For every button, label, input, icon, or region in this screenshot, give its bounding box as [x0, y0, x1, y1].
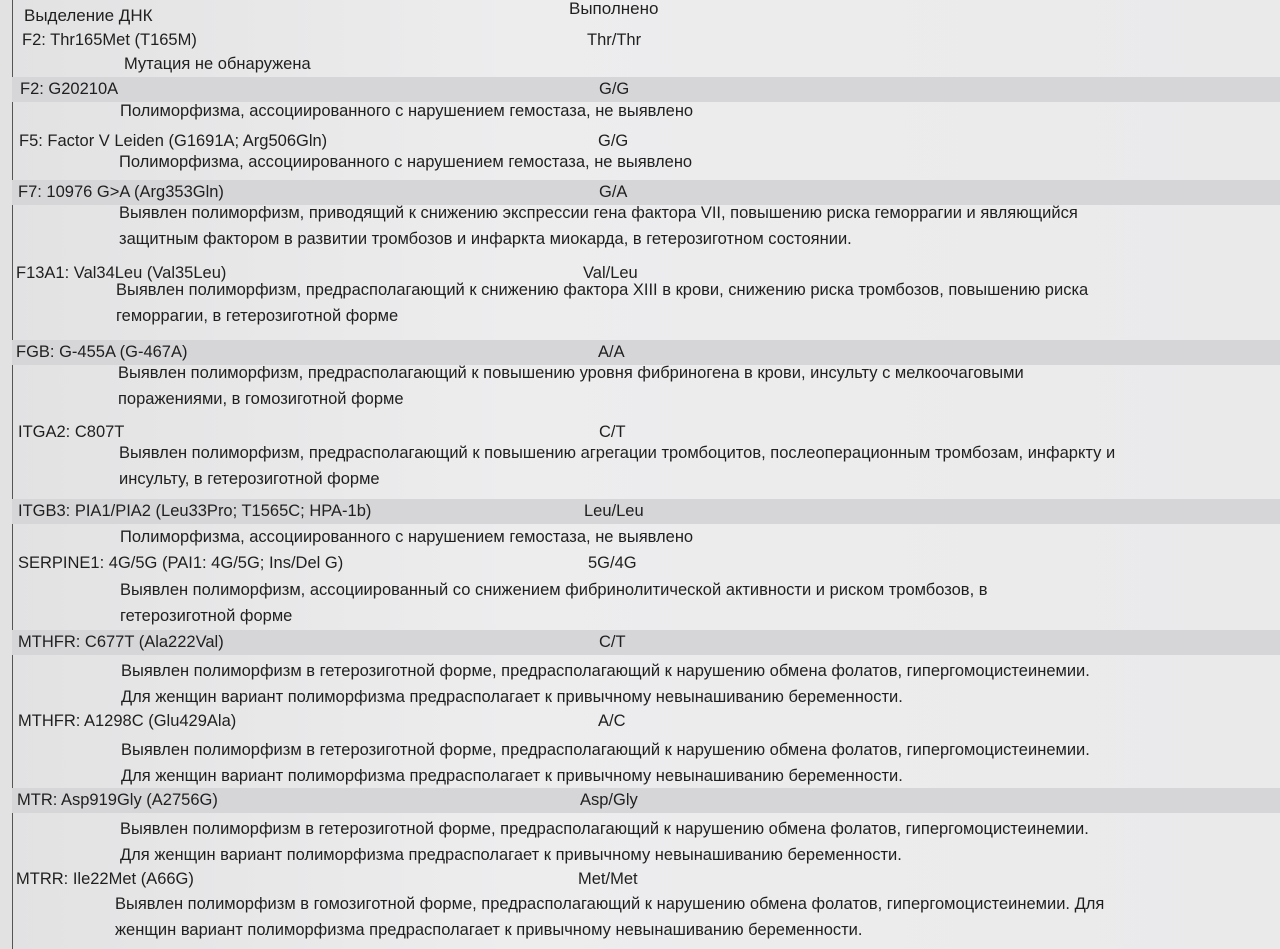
result-entry [12, 129, 1280, 171]
result-entry [12, 499, 1280, 546]
result-description: Выявлен полиморфизм, предрасполагающий к повышению уровня фибриногена в крови, инсульту с мелкоочаговыми поражениями, в гомозиготной форме [118, 364, 1024, 408]
genotype: G/A [599, 183, 628, 201]
result-entry [12, 28, 1280, 73]
genotype: Met/Met [578, 870, 638, 888]
result-description: Выявлен полиморфизм, предрасполагающий к снижению фактора XIII в крови, снижению риска тромбозов, повышению риска геморрагии, в гетерозиготной форме [116, 281, 1089, 325]
gene-name: MTRR: Ile22Met (A66G) [16, 870, 194, 888]
genotype: Val/Leu [583, 264, 638, 282]
gene-name: F7: 10976 G>A (Arg353Gln) [18, 183, 224, 201]
gene-name: F13A1: Val34Leu (Val35Leu) [16, 264, 227, 282]
genotype: C/T [599, 423, 626, 441]
genotype: Leu/Leu [584, 502, 644, 520]
gene-name: MTHFR: A1298C (Glu429Ala) [18, 712, 237, 730]
gene-name: SERPINE1: 4G/5G (PAI1: 4G/5G; Ins/Del G) [18, 554, 344, 572]
result-entry [12, 77, 1280, 120]
gene-name: ITGA2: C807T [18, 423, 125, 441]
gene-name: MTR: Asp919Gly (A2756G) [17, 791, 218, 809]
section-status: Выполнено [569, 0, 659, 18]
result-description: Выявлен полиморфизм, приводящий к снижению экспрессии гена фактора VII, повышению риска геморрагии и являющийся защитным фактором в развитии тромбозов и инфаркта миокарда, в гетерозиготном состоянии. [119, 204, 1078, 248]
result-description: Выявлен полиморфизм в гомозиготной форме, предрасполагающий к нарушению обмена фолатов, гипергомоцистеинемии. Для женщин вариант полиморфизма предрасполагает к привычному невынашиванию беременности. [115, 895, 1105, 939]
result-entry [12, 709, 1280, 785]
result-entry [12, 630, 1280, 706]
result-entry [12, 261, 1280, 325]
result-description: Выявлен полиморфизм, ассоциированный со снижением фибринолитической активности и риском тромбозов, в гетерозиготной форме [120, 581, 988, 625]
result-entry [12, 788, 1280, 864]
result-entry [12, 180, 1280, 248]
genotype: G/G [599, 80, 630, 98]
gene-row [12, 788, 1280, 813]
result-description: Выявлен полиморфизм в гетерозиготной форме, предрасполагающий к нарушению обмена фолатов, гипергомоцистеинемии. Для женщин вариант полиморфизма предрасполагает к привычному невынашиванию беременности. [121, 741, 1090, 785]
result-entry [12, 551, 1280, 625]
result-entry [12, 867, 1280, 939]
genotype: A/C [598, 712, 626, 730]
genotype: 5G/4G [588, 554, 637, 572]
gene-row [12, 630, 1280, 655]
section-label: Выделение ДНК [24, 6, 153, 25]
result-description: Выявлен полиморфизм, предрасполагающий к повышению агрегации тромбоцитов, послеоперационным тромбозам, инфаркту и инсульту, в гетерозиготной форме [119, 444, 1116, 488]
gene-row [12, 499, 1280, 524]
result-entry [12, 340, 1280, 408]
gene-name: FGB: G-455A (G-467A) [16, 343, 188, 361]
gene-row [12, 551, 1280, 576]
result-description: Мутация не обнаружена [124, 55, 311, 73]
result-description: Полиморфизма, ассоциированного с нарушением гемостаза, не выявлено [120, 102, 694, 120]
result-description: Полиморфизма, ассоциированного с нарушением гемостаза, не выявлено [120, 528, 694, 546]
result-description: Выявлен полиморфизм в гетерозиготной форме, предрасполагающий к нарушению обмена фолатов, гипергомоцистеинемии. Для женщин вариант полиморфизма предрасполагает к привычному невынашиванию беременности. [120, 820, 1089, 864]
gene-name: F2: Thr165Met (T165M) [22, 31, 197, 49]
gene-name: F5: Factor V Leiden (G1691A; Arg506Gln) [19, 132, 328, 150]
result-entry [12, 420, 1280, 488]
gene-row [12, 867, 1280, 892]
gene-name: ITGB3: PIA1/PIA2 (Leu33Pro; T1565C; HPA-1b) [18, 502, 372, 520]
genotype: C/T [599, 633, 626, 651]
gene-name: F2: G20210A [20, 80, 119, 98]
gene-name: MTHFR: C677T (Ala222Val) [18, 633, 224, 651]
genotype: Thr/Thr [587, 31, 642, 49]
result-description: Полиморфизма, ассоциированного с нарушением гемостаза, не выявлено [119, 153, 693, 171]
gene-row [12, 709, 1280, 734]
genotype: G/G [598, 132, 629, 150]
genotype: A/A [598, 343, 625, 361]
gene-row [12, 28, 1280, 53]
result-description: Выявлен полиморфизм в гетерозиготной форме, предрасполагающий к нарушению обмена фолатов, гипергомоцистеинемии. Для женщин вариант полиморфизма предрасполагает к привычному невынашиванию беременности. [121, 662, 1090, 706]
genotype: Asp/Gly [580, 791, 638, 809]
